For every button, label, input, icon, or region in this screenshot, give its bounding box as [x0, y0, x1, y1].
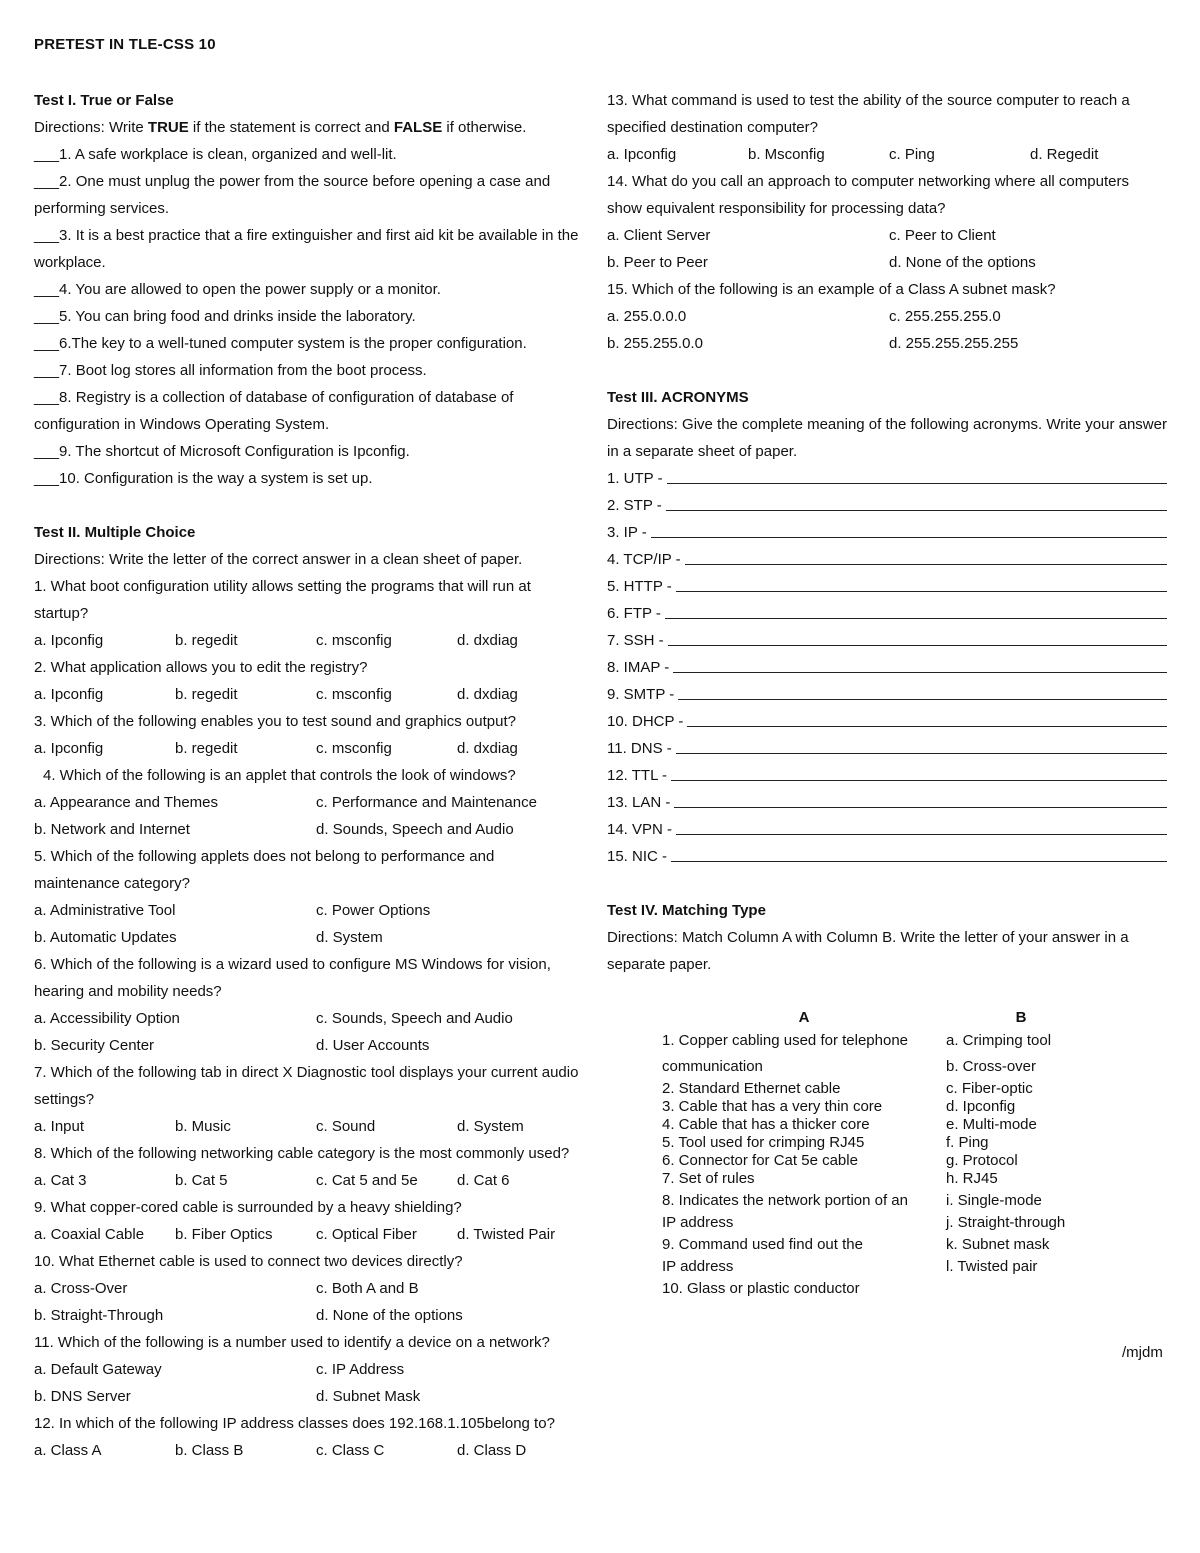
matching-row: communication b. Cross-over	[662, 1058, 1037, 1075]
matching-row: 3. Cable that has a very thin core d. Ipconfig	[662, 1098, 1016, 1115]
test3-heading: Test III. ACRONYMS	[607, 389, 749, 406]
mc-options-14b: b. Peer to Peer d. None of the options	[607, 254, 1036, 271]
mc-options-9: a. Coaxial Cable b. Fiber Optics c. Optical Fiber d. Twisted Pair	[34, 1226, 556, 1243]
mc-question-6: 6. Which of the following is a wizard used to configure MS Windows for vision, hearing and mobility needs?	[34, 956, 551, 1000]
matching-row: IP address j. Straight-through	[662, 1214, 1066, 1231]
tf-item-6: ___6.The key to a well-tuned computer system is the proper configuration.	[34, 335, 527, 352]
mc-options-4a: a. Appearance and Themes c. Performance and Maintenance	[34, 794, 537, 811]
acronym-item: 13. LAN -	[607, 789, 1167, 816]
test3-directions: Directions: Give the complete meaning of the following acronyms. Write your answer in a separate sheet of paper.	[607, 416, 1167, 460]
acronym-item: 10. DHCP -	[607, 708, 1167, 735]
test4-directions: Directions: Match Column A with Column B. Write the letter of your answer in a separate paper.	[607, 929, 1129, 973]
mc-options-6b: b. Security Center d. User Accounts	[34, 1037, 430, 1054]
mc-question-3: 3. Which of the following enables you to test sound and graphics output?	[34, 713, 516, 730]
mc-question-7: 7. Which of the following tab in direct X Diagnostic tool displays your current audio settings?	[34, 1064, 579, 1108]
matching-row: 2. Standard Ethernet cable c. Fiber-optic	[662, 1080, 1033, 1097]
mc-question-13: 13. What command is used to test the ability of the source computer to reach a specified destination computer?	[607, 92, 1130, 136]
matching-row: 8. Indicates the network portion of an i. Single-mode	[662, 1192, 1042, 1209]
author-signature: /mjdm	[1122, 1344, 1163, 1361]
matching-table	[662, 1008, 1082, 1302]
matching-row: 6. Connector for Cat 5e cable g. Protocol	[662, 1152, 1018, 1169]
mc-options-8: a. Cat 3 b. Cat 5 c. Cat 5 and 5e d. Cat 6	[34, 1172, 510, 1189]
mc-options-14a: a. Client Server c. Peer to Client	[607, 227, 996, 244]
mc-question-2: 2. What application allows you to edit the registry?	[34, 659, 368, 676]
acronym-item: 14. VPN -	[607, 816, 1167, 843]
mc-options-5b: b. Automatic Updates d. System	[34, 929, 383, 946]
tf-item-3: ___3. It is a best practice that a fire extinguisher and first aid kit be available in the workplace.	[34, 227, 579, 271]
acronym-item: 7. SSH -	[607, 627, 1167, 654]
acronym-item: 15. NIC -	[607, 843, 1167, 870]
left-column	[34, 87, 584, 1464]
acronym-item: 9. SMTP -	[607, 681, 1167, 708]
mc-question-12: 12. In which of the following IP address classes does 192.168.1.105belong to?	[34, 1415, 555, 1432]
mc-options-6a: a. Accessibility Option c. Sounds, Speech and Audio	[34, 1010, 513, 1027]
mc-question-11: 11. Which of the following is a number used to identify a device on a network?	[34, 1334, 550, 1351]
mc-options-10a: a. Cross-Over c. Both A and B	[34, 1280, 419, 1297]
mc-question-8: 8. Which of the following networking cable category is the most commonly used?	[34, 1145, 570, 1162]
acronym-item: 1. UTP -	[607, 465, 1167, 492]
tf-item-9: ___9. The shortcut of Microsoft Configuration is Ipconfig.	[34, 443, 410, 460]
answer-blank[interactable]	[676, 573, 1167, 592]
matching-row: 9. Command used find out the k. Subnet mask	[662, 1236, 1050, 1253]
tf-item-7: ___7. Boot log stores all information from the boot process.	[34, 362, 427, 379]
mc-question-4: 4. Which of the following is an applet that controls the look of windows?	[43, 767, 516, 784]
answer-blank[interactable]	[651, 519, 1167, 538]
answer-blank[interactable]	[674, 789, 1167, 808]
acronym-item: 11. DNS -	[607, 735, 1167, 762]
mc-options-5a: a. Administrative Tool c. Power Options	[34, 902, 431, 919]
matching-row: 5. Tool used for crimping RJ45 f. Ping	[662, 1134, 989, 1151]
mc-options-15b: b. 255.255.0.0 d. 255.255.255.255	[607, 335, 1019, 352]
answer-blank[interactable]	[673, 654, 1167, 673]
matching-row: 4. Cable that has a thicker core e. Multi-mode	[662, 1116, 1037, 1133]
mc-question-15: 15. Which of the following is an example of a Class A subnet mask?	[607, 281, 1056, 298]
right-column	[607, 87, 1167, 978]
answer-blank[interactable]	[668, 627, 1167, 646]
mc-question-5: 5. Which of the following applets does not belong to performance and maintenance category?	[34, 848, 495, 892]
matching-row: 7. Set of rules h. RJ45	[662, 1170, 998, 1187]
answer-blank[interactable]	[687, 708, 1167, 727]
answer-blank[interactable]	[671, 762, 1167, 781]
acronym-item: 6. FTP -	[607, 600, 1167, 627]
answer-blank[interactable]	[676, 735, 1167, 754]
mc-options-3: a. Ipconfig b. regedit c. msconfig d. dxdiag	[34, 740, 518, 757]
acronym-item: 8. IMAP -	[607, 654, 1167, 681]
matching-row: IP address l. Twisted pair	[662, 1258, 1038, 1275]
mc-options-11a: a. Default Gateway c. IP Address	[34, 1361, 405, 1378]
tf-item-4: ___4. You are allowed to open the power supply or a monitor.	[34, 281, 441, 298]
acronym-item: 3. IP -	[607, 519, 1167, 546]
test2-heading: Test II. Multiple Choice	[34, 524, 196, 541]
mc-options-7: a. Input b. Music c. Sound d. System	[34, 1118, 524, 1135]
column-b-header: B	[1015, 1009, 1027, 1026]
matching-row: 1. Copper cabling used for telephone a. Crimping tool	[662, 1032, 1052, 1049]
tf-item-8: ___8. Registry is a collection of database of configuration of database of configuration in Windows Operating System.	[34, 389, 514, 433]
answer-blank[interactable]	[685, 546, 1167, 565]
tf-item-10: ___10. Configuration is the way a system is set up.	[34, 470, 373, 487]
mc-options-11b: b. DNS Server d. Subnet Mask	[34, 1388, 421, 1405]
mc-options-15a: a. 255.0.0.0 c. 255.255.255.0	[607, 308, 1001, 325]
answer-blank[interactable]	[667, 465, 1167, 484]
mc-options-10b: b. Straight-Through d. None of the options	[34, 1307, 463, 1324]
page-title: PRETEST IN TLE-CSS 10	[34, 36, 216, 53]
answer-blank[interactable]	[671, 843, 1167, 862]
acronym-item: 2. STP -	[607, 492, 1167, 519]
matching-row: 10. Glass or plastic conductor	[662, 1280, 860, 1297]
test1-directions: Directions: Write TRUE if the statement is correct and FALSE if otherwise.	[34, 119, 527, 136]
mc-options-4b: b. Network and Internet d. Sounds, Speech and Audio	[34, 821, 514, 838]
tf-item-2: ___2. One must unplug the power from the source before opening a case and performing services.	[34, 173, 551, 217]
acronym-item: 12. TTL -	[607, 762, 1167, 789]
answer-blank[interactable]	[676, 816, 1167, 835]
test4-heading: Test IV. Matching Type	[607, 902, 766, 919]
mc-question-9: 9. What copper-cored cable is surrounded by a heavy shielding?	[34, 1199, 462, 1216]
answer-blank[interactable]	[678, 681, 1167, 700]
mc-options-13: a. Ipconfig b. Msconfig c. Ping d. Regedit	[607, 146, 1099, 163]
mc-question-10: 10. What Ethernet cable is used to connect two devices directly?	[34, 1253, 463, 1270]
acronym-item: 5. HTTP -	[607, 573, 1167, 600]
test1-heading: Test I. True or False	[34, 92, 174, 109]
mc-question-1: 1. What boot configuration utility allows setting the programs that will run at startup?	[34, 578, 531, 622]
mc-options-12: a. Class A b. Class B c. Class C d. Class D	[34, 1442, 527, 1459]
mc-options-1: a. Ipconfig b. regedit c. msconfig d. dxdiag	[34, 632, 518, 649]
tf-item-5: ___5. You can bring food and drinks inside the laboratory.	[34, 308, 416, 325]
test2-directions: Directions: Write the letter of the correct answer in a clean sheet of paper.	[34, 551, 523, 568]
mc-question-14: 14. What do you call an approach to computer networking where all computers show equivalent responsibility for processing data?	[607, 173, 1129, 217]
mc-options-2: a. Ipconfig b. regedit c. msconfig d. dxdiag	[34, 686, 518, 703]
acronym-item: 4. TCP/IP -	[607, 546, 1167, 573]
column-a-header: A	[798, 1009, 810, 1026]
tf-item-1: ___1. A safe workplace is clean, organized and well-lit.	[34, 146, 397, 163]
answer-blank[interactable]	[665, 600, 1167, 619]
answer-blank[interactable]	[666, 492, 1167, 511]
matching-header	[662, 1008, 1082, 1028]
